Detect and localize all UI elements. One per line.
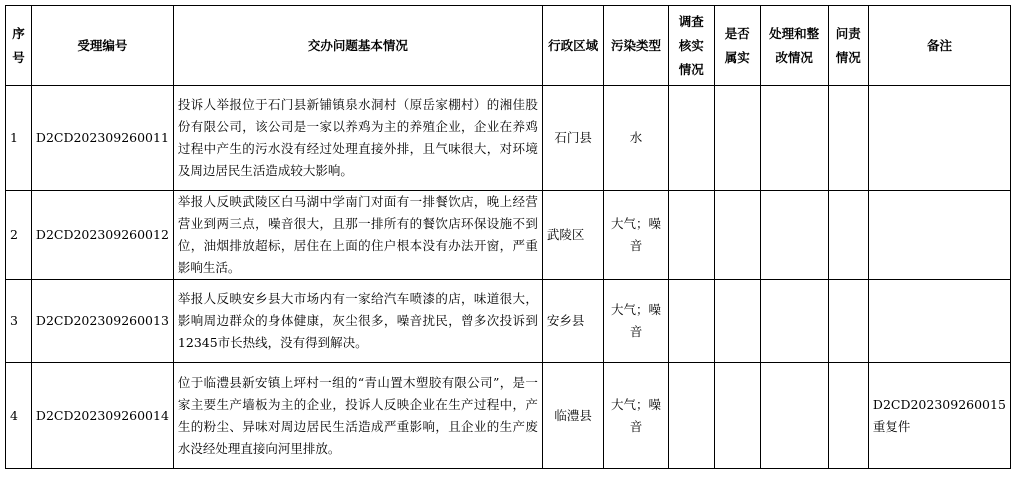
- header-code: 受理编号: [31, 6, 173, 86]
- cell-region: 武陵区: [542, 191, 603, 280]
- header-verified: 是否属实: [714, 6, 760, 86]
- header-note: 备注: [868, 6, 1010, 86]
- cell-handling: [760, 191, 828, 280]
- cell-pollution: 水: [604, 86, 669, 191]
- header-row: [6, 6, 1011, 86]
- header-region: 行政区域: [542, 6, 603, 86]
- cell-code: D2CD202309260014: [31, 363, 173, 469]
- cell-code: D2CD202309260011: [31, 86, 173, 191]
- header-accountability: 问责情况: [828, 6, 868, 86]
- cell-handling: [760, 280, 828, 363]
- header-investigation: 调查核实情况: [668, 6, 714, 86]
- cell-investigation: [668, 280, 714, 363]
- cell-region: 临澧县: [542, 363, 603, 469]
- cell-verified: [714, 191, 760, 280]
- cell-note: [868, 280, 1010, 363]
- cell-accountability: [828, 363, 868, 469]
- cell-desc: 举报人反映安乡县大市场内有一家给汽车喷漆的店，味道很大，影响周边群众的身体健康，灰尘很多，噪音扰民，曾多次投诉到12345市长热线，没有得到解决。: [173, 280, 542, 363]
- cell-seq: 1: [6, 86, 32, 191]
- cell-pollution: 大气；噪音: [604, 280, 669, 363]
- cell-investigation: [668, 86, 714, 191]
- cell-verified: [714, 363, 760, 469]
- cell-desc: 投诉人举报位于石门县新铺镇泉水洞村（原岳家棚村）的湘佳股份有限公司，该公司是一家以养鸡为主的养殖企业，企业在养鸡过程中产生的污水没有经过处理直接外排，且气味很大，对环境及周边居民生活造成较大影响。: [173, 86, 542, 191]
- cell-region: 安乡县: [542, 280, 603, 363]
- table-row: [6, 191, 1011, 280]
- header-seq: 序号: [6, 6, 32, 86]
- complaint-table: [5, 5, 1011, 469]
- cell-handling: [760, 363, 828, 469]
- cell-verified: [714, 280, 760, 363]
- header-pollution: 污染类型: [604, 6, 669, 86]
- cell-desc: 举报人反映武陵区白马湖中学南门对面有一排餐饮店，晚上经营营业到两三点，噪音很大，且那一排所有的餐饮店环保设施不到位，油烟排放超标，居住在上面的住户根本没有办法开窗，严重影响生活。: [173, 191, 542, 280]
- cell-investigation: [668, 191, 714, 280]
- cell-verified: [714, 86, 760, 191]
- cell-handling: [760, 86, 828, 191]
- cell-accountability: [828, 191, 868, 280]
- cell-region: 石门县: [542, 86, 603, 191]
- table-row: [6, 363, 1011, 469]
- cell-pollution: 大气；噪音: [604, 191, 669, 280]
- cell-note: [868, 86, 1010, 191]
- cell-pollution: 大气；噪音: [604, 363, 669, 469]
- header-desc: 交办问题基本情况: [173, 6, 542, 86]
- table-row: [6, 86, 1011, 191]
- cell-investigation: [668, 363, 714, 469]
- header-handling: 处理和整改情况: [760, 6, 828, 86]
- cell-accountability: [828, 86, 868, 191]
- cell-accountability: [828, 280, 868, 363]
- cell-seq: 2: [6, 191, 32, 280]
- cell-code: D2CD202309260013: [31, 280, 173, 363]
- table-row: [6, 280, 1011, 363]
- cell-note: [868, 191, 1010, 280]
- cell-code: D2CD202309260012: [31, 191, 173, 280]
- cell-seq: 3: [6, 280, 32, 363]
- cell-note: D2CD202309260015重复件: [868, 363, 1010, 469]
- cell-seq: 4: [6, 363, 32, 469]
- cell-desc: 位于临澧县新安镇上坪村一组的“青山置木塑胶有限公司”，是一家主要生产墙板为主的企业，投诉人反映企业在生产过程中，产生的粉尘、异味对周边居民生活造成严重影响，且企业的生产废水没经处理直接向河里排放。: [173, 363, 542, 469]
